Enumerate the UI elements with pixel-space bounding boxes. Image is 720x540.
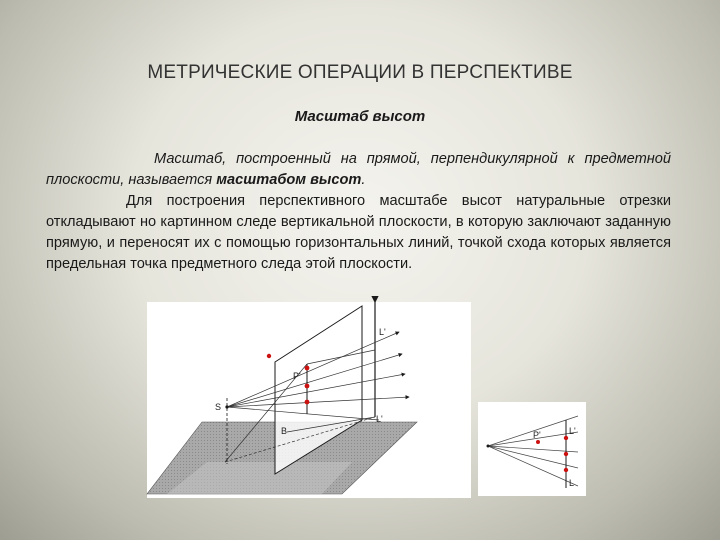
construction-paragraph: Для построения перспективного масштабе высот натуральные отрезки откладывают но картинном следе вертикальной плоскости, в которую заключают заданную прямую, и переносят их с помощью горизонтальных линий, точкой схода которых является предельная точка предметного следа этой плоскости. [46,193,671,272]
label-B: B [281,426,288,436]
inset-label-L: L' [569,426,576,436]
inset-label-P: P' [533,430,541,440]
definition-paragraph [46,149,671,191]
label-L-top: L' [379,327,386,337]
inset-scale-diagram [478,402,586,496]
viewpoint-dot [225,405,228,408]
slide-subtitle: Масштаб высот [294,108,426,125]
label-S: S [215,402,222,412]
inset-vanishing-point [487,445,490,448]
inset-label-L1: L [569,478,575,488]
label-P: P' [293,371,301,381]
slide-title: МЕТРИЧЕСКИЕ ОПЕРАЦИИ В ПЕРСПЕКТИВЕ [147,62,573,83]
definition-text: Масштаб, построенный на прямой, перпендикулярной к предметной плоскости, называется [46,151,671,188]
label-L-base: L' [376,414,383,424]
perspective-scale-diagram [147,302,471,498]
definition-end: . [361,172,366,188]
definition-term: масштабом высот [216,172,362,188]
